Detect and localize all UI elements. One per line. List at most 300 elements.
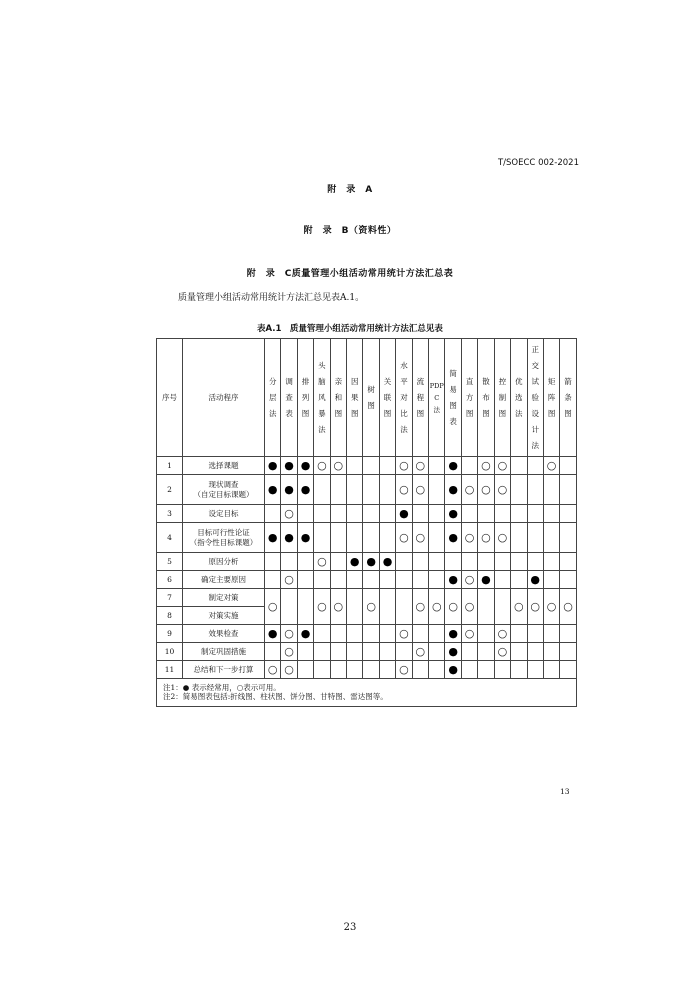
- step-label: 对策实施: [208, 610, 239, 620]
- mark-cell: [543, 553, 559, 571]
- mark-cell: [412, 475, 428, 505]
- mark-cell: [314, 589, 330, 625]
- mark-cell: [347, 643, 363, 661]
- possible-use-mark: ○: [317, 599, 327, 613]
- header-method: [314, 339, 330, 457]
- row-step: [183, 505, 265, 523]
- row-number: 1: [157, 457, 183, 475]
- mark-cell: [330, 553, 346, 571]
- mark-cell: [478, 523, 494, 553]
- mark-cell: [461, 457, 477, 475]
- possible-use-mark: ○: [546, 599, 557, 613]
- mark-cell: [281, 625, 297, 643]
- table-caption: 表A.1 质量管理小组活动常用统计方法汇总见表: [257, 324, 443, 334]
- mark-cell: [511, 523, 527, 553]
- mark-cell: [478, 661, 494, 679]
- mark-cell: [511, 643, 527, 661]
- mark-cell: [379, 589, 395, 625]
- header-method-label: 控制图: [498, 376, 507, 418]
- possible-use-mark: ○: [497, 644, 508, 658]
- row-number: 2: [157, 475, 183, 505]
- table-row: [157, 523, 577, 553]
- step-label: 制定巩固措施: [201, 646, 246, 656]
- mark-cell: [363, 661, 379, 679]
- mark-cell: [347, 457, 363, 475]
- mark-cell: [347, 523, 363, 553]
- mark-cell: [396, 571, 412, 589]
- possible-use-mark: ○: [415, 458, 426, 472]
- frequent-use-mark: ●: [399, 506, 409, 520]
- mark-cell: [281, 553, 297, 571]
- mark-cell: [494, 589, 510, 625]
- possible-use-mark: ○: [284, 644, 294, 658]
- mark-cell: [265, 457, 281, 475]
- possible-use-mark: ○: [317, 458, 327, 472]
- table-row: [157, 643, 577, 661]
- mark-cell: [560, 505, 576, 523]
- mark-cell: [412, 643, 428, 661]
- mark-cell: [347, 589, 363, 625]
- row-step: [183, 625, 265, 643]
- mark-cell: [396, 661, 412, 679]
- mark-cell: [429, 625, 445, 643]
- header-method: [363, 339, 379, 457]
- header-method-label: 散布图: [482, 376, 490, 418]
- mark-cell: [314, 457, 330, 475]
- mark-cell: [429, 571, 445, 589]
- possible-use-mark: ○: [497, 458, 508, 472]
- mark-cell: [265, 553, 281, 571]
- mark-cell: [396, 643, 412, 661]
- possible-use-mark: ○: [399, 662, 409, 676]
- possible-use-mark: ○: [431, 599, 442, 613]
- mark-cell: [560, 523, 576, 553]
- mark-cell: [412, 589, 428, 625]
- mark-cell: [347, 625, 363, 643]
- mark-cell: [281, 523, 297, 553]
- header-method: [379, 339, 395, 457]
- mark-cell: [396, 505, 412, 523]
- mark-cell: [265, 643, 281, 661]
- mark-cell: [297, 643, 313, 661]
- row-number: 9: [157, 625, 183, 643]
- mark-cell: [478, 457, 494, 475]
- header-method-label: 分层法: [268, 376, 277, 418]
- frequent-use-mark: ●: [448, 572, 458, 586]
- mark-cell: [330, 625, 346, 643]
- frequent-use-mark: ●: [530, 572, 540, 586]
- mark-cell: [347, 571, 363, 589]
- mark-cell: [363, 643, 379, 661]
- mark-cell: [297, 505, 313, 523]
- frequent-use-mark: ●: [300, 530, 311, 544]
- frequent-use-mark: ●: [448, 506, 458, 520]
- mark-cell: [429, 661, 445, 679]
- mark-cell: [445, 553, 461, 571]
- mark-cell: [330, 571, 346, 589]
- frequent-use-mark: ●: [284, 482, 294, 496]
- mark-cell: [412, 553, 428, 571]
- mark-cell: [429, 505, 445, 523]
- possible-use-mark: ○: [399, 482, 409, 496]
- step-label: 设定目标: [208, 508, 239, 518]
- possible-use-mark: ○: [563, 599, 573, 613]
- frequent-use-mark: ●: [267, 458, 278, 472]
- mark-cell: [429, 553, 445, 571]
- mark-cell: [478, 571, 494, 589]
- mark-cell: [281, 505, 297, 523]
- note-2: 注2：简易图表包括:折线图、柱状图、饼分图、甘特图、雷达图等。: [163, 692, 388, 702]
- mark-cell: [314, 523, 330, 553]
- mark-cell: [560, 625, 576, 643]
- mark-cell: [511, 457, 527, 475]
- mark-cell: [363, 523, 379, 553]
- mark-cell: [494, 505, 510, 523]
- mark-cell: [363, 505, 379, 523]
- row-step: [183, 523, 265, 553]
- header-method: [330, 339, 346, 457]
- possible-use-mark: ○: [415, 482, 426, 496]
- mark-cell: [478, 643, 494, 661]
- header-method-label: PDPC 法: [429, 381, 444, 414]
- header-method-label: 正交试验设计法: [531, 344, 539, 450]
- mark-cell: [330, 457, 346, 475]
- mark-cell: [379, 505, 395, 523]
- mark-cell: [527, 505, 543, 523]
- header-method-label: 矩阵图: [547, 376, 556, 418]
- table-row: [157, 661, 577, 679]
- mark-cell: [363, 625, 379, 643]
- table-row: [157, 505, 577, 523]
- possible-use-mark: ○: [317, 554, 327, 568]
- frequent-use-mark: ●: [448, 662, 458, 676]
- mark-cell: [511, 475, 527, 505]
- mark-cell: [379, 625, 395, 643]
- mark-cell: [363, 475, 379, 505]
- mark-cell: [429, 457, 445, 475]
- possible-use-mark: ○: [267, 662, 278, 676]
- header-method-label: 亲和图: [334, 376, 343, 418]
- possible-use-mark: ○: [448, 599, 458, 613]
- possible-use-mark: ○: [497, 530, 508, 544]
- frequent-use-mark: ●: [448, 530, 458, 544]
- row-step: [183, 661, 265, 679]
- possible-use-mark: ○: [399, 530, 409, 544]
- row-number: 5: [157, 553, 183, 571]
- mark-cell: [412, 457, 428, 475]
- mark-cell: [412, 661, 428, 679]
- mark-cell: [478, 589, 494, 625]
- possible-use-mark: ○: [546, 458, 557, 472]
- header-method: [297, 339, 313, 457]
- mark-cell: [265, 661, 281, 679]
- frequent-use-mark: ●: [300, 626, 311, 640]
- header-method-label: 调查表: [285, 376, 293, 418]
- header-method: [281, 339, 297, 457]
- mark-cell: [494, 571, 510, 589]
- possible-use-mark: ○: [399, 626, 409, 640]
- frequent-use-mark: ●: [267, 482, 278, 496]
- possible-use-mark: ○: [267, 599, 278, 613]
- mark-cell: [429, 643, 445, 661]
- row-number: 6: [157, 571, 183, 589]
- header-method: [265, 339, 281, 457]
- mark-cell: [445, 505, 461, 523]
- mark-cell: [363, 553, 379, 571]
- mark-cell: [379, 523, 395, 553]
- frequent-use-mark: ●: [366, 554, 376, 568]
- mark-cell: [543, 571, 559, 589]
- mark-cell: [297, 457, 313, 475]
- mark-cell: [379, 571, 395, 589]
- mark-cell: [429, 523, 445, 553]
- mark-cell: [347, 661, 363, 679]
- table-row: [157, 571, 577, 589]
- mark-cell: [445, 661, 461, 679]
- mark-cell: [347, 553, 363, 571]
- mark-cell: [494, 523, 510, 553]
- mark-cell: [445, 523, 461, 553]
- notes-row: [157, 679, 577, 707]
- possible-use-mark: ○: [513, 599, 524, 613]
- frequent-use-mark: ●: [448, 458, 458, 472]
- mark-cell: [527, 589, 543, 625]
- mark-cell: [314, 643, 330, 661]
- table-header-row: [157, 339, 577, 457]
- frequent-use-mark: ●: [382, 554, 393, 568]
- frequent-use-mark: ●: [284, 458, 294, 472]
- mark-cell: [494, 643, 510, 661]
- possible-use-mark: ○: [284, 626, 294, 640]
- mark-cell: [560, 553, 576, 571]
- mark-cell: [560, 475, 576, 505]
- mark-cell: [281, 643, 297, 661]
- mark-cell: [494, 553, 510, 571]
- possible-use-mark: ○: [464, 626, 475, 640]
- mark-cell: [297, 475, 313, 505]
- mark-cell: [527, 523, 543, 553]
- mark-cell: [363, 571, 379, 589]
- step-label: 总结和下一步打算: [193, 664, 254, 674]
- row-number: 10: [157, 643, 183, 661]
- mark-cell: [379, 475, 395, 505]
- mark-cell: [297, 589, 313, 625]
- mark-cell: [347, 505, 363, 523]
- mark-cell: [281, 475, 297, 505]
- row-step: [183, 571, 265, 589]
- mark-cell: [478, 553, 494, 571]
- header-method-label: 直方图: [465, 376, 474, 418]
- intro-paragraph: 质量管理小组活动常用统计方法汇总见表A.1。: [178, 293, 365, 303]
- step-label: 效果检查: [208, 628, 239, 638]
- mark-cell: [527, 553, 543, 571]
- header-method-label: 简易图表: [449, 368, 457, 426]
- mark-cell: [314, 505, 330, 523]
- row-step: [183, 607, 265, 625]
- mark-cell: [527, 457, 543, 475]
- step-label: 现状调查 （自定目标课题）: [193, 480, 254, 499]
- mark-cell: [314, 571, 330, 589]
- mark-cell: [330, 475, 346, 505]
- frequent-use-mark: ●: [349, 554, 360, 568]
- mark-cell: [511, 505, 527, 523]
- frequent-use-mark: ●: [300, 458, 311, 472]
- mark-cell: [527, 643, 543, 661]
- mark-cell: [396, 523, 412, 553]
- mark-cell: [543, 505, 559, 523]
- mark-cell: [265, 571, 281, 589]
- page-number-small: 13: [560, 787, 570, 796]
- mark-cell: [281, 457, 297, 475]
- mark-cell: [445, 625, 461, 643]
- row-number: 7: [157, 589, 183, 607]
- table-row: [157, 475, 577, 505]
- header-method: [396, 339, 412, 457]
- mark-cell: [396, 625, 412, 643]
- mark-cell: [461, 571, 477, 589]
- mark-cell: [527, 661, 543, 679]
- mark-cell: [379, 661, 395, 679]
- mark-cell: [265, 589, 281, 625]
- document-code: T/SOECC 002-2021: [497, 158, 579, 168]
- header-method-label: 关联图: [383, 376, 392, 418]
- header-method: [560, 339, 576, 457]
- mark-cell: [478, 475, 494, 505]
- row-number: 8: [157, 607, 183, 625]
- mark-cell: [560, 661, 576, 679]
- step-label: 目标可行性论证 （指令性目标课题）: [189, 528, 258, 547]
- appendix-b-title: 附 录 B（资料性）: [303, 226, 397, 236]
- header-method-label: 流程图: [416, 376, 425, 418]
- mark-cell: [543, 625, 559, 643]
- mark-cell: [281, 661, 297, 679]
- possible-use-mark: ○: [399, 458, 409, 472]
- step-label: 确定主要原因: [201, 574, 246, 584]
- row-number: 11: [157, 661, 183, 679]
- row-step: [183, 457, 265, 475]
- mark-cell: [330, 523, 346, 553]
- header-method-label: 排列图: [301, 376, 310, 418]
- header-method: [347, 339, 363, 457]
- row-number: 3: [157, 505, 183, 523]
- mark-cell: [379, 553, 395, 571]
- row-step: [183, 475, 265, 505]
- mark-cell: [560, 643, 576, 661]
- mark-cell: [297, 625, 313, 643]
- possible-use-mark: ○: [333, 458, 344, 472]
- mark-cell: [560, 457, 576, 475]
- frequent-use-mark: ●: [481, 572, 491, 586]
- mark-cell: [445, 475, 461, 505]
- note-1: 注1：● 表示经常用，○表示可用。: [163, 683, 281, 692]
- page-number: 23: [343, 922, 357, 933]
- row-number: 4: [157, 523, 183, 553]
- step-label: 原因分析: [208, 556, 239, 566]
- possible-use-mark: ○: [464, 599, 475, 613]
- mark-cell: [297, 661, 313, 679]
- step-label: 制定对策: [208, 592, 239, 602]
- mark-cell: [494, 625, 510, 643]
- mark-cell: [543, 523, 559, 553]
- table-row: [157, 553, 577, 571]
- mark-cell: [314, 625, 330, 643]
- methods-table: [156, 338, 577, 707]
- mark-cell: [494, 475, 510, 505]
- mark-cell: [461, 523, 477, 553]
- mark-cell: [379, 457, 395, 475]
- mark-cell: [461, 553, 477, 571]
- mark-cell: [494, 457, 510, 475]
- mark-cell: [297, 523, 313, 553]
- mark-cell: [543, 475, 559, 505]
- mark-cell: [461, 643, 477, 661]
- frequent-use-mark: ●: [448, 626, 458, 640]
- mark-cell: [412, 571, 428, 589]
- mark-cell: [379, 643, 395, 661]
- mark-cell: [511, 589, 527, 625]
- possible-use-mark: ○: [481, 482, 491, 496]
- frequent-use-mark: ●: [448, 644, 458, 658]
- possible-use-mark: ○: [415, 599, 426, 613]
- mark-cell: [511, 625, 527, 643]
- header-method-label: 树图: [367, 384, 375, 410]
- possible-use-mark: ○: [497, 626, 508, 640]
- mark-cell: [330, 661, 346, 679]
- mark-cell: [478, 625, 494, 643]
- mark-cell: [412, 625, 428, 643]
- mark-cell: [363, 457, 379, 475]
- header-method: [412, 339, 428, 457]
- possible-use-mark: ○: [415, 530, 426, 544]
- row-step: [183, 643, 265, 661]
- row-step: [183, 589, 265, 607]
- possible-use-mark: ○: [284, 572, 294, 586]
- mark-cell: [314, 553, 330, 571]
- mark-cell: [281, 571, 297, 589]
- frequent-use-mark: ●: [448, 482, 458, 496]
- mark-cell: [543, 457, 559, 475]
- mark-cell: [560, 589, 576, 625]
- header-method: [494, 339, 510, 457]
- possible-use-mark: ○: [284, 506, 294, 520]
- mark-cell: [543, 643, 559, 661]
- mark-cell: [265, 505, 281, 523]
- mark-cell: [429, 475, 445, 505]
- mark-cell: [461, 625, 477, 643]
- frequent-use-mark: ●: [300, 482, 311, 496]
- appendix-a-title: 附 录 A: [327, 185, 373, 195]
- mark-cell: [461, 475, 477, 505]
- header-seq: 序号: [157, 339, 183, 457]
- mark-cell: [511, 571, 527, 589]
- possible-use-mark: ○: [464, 572, 475, 586]
- mark-cell: [461, 505, 477, 523]
- mark-cell: [445, 643, 461, 661]
- possible-use-mark: ○: [481, 458, 491, 472]
- header-method: [527, 339, 543, 457]
- mark-cell: [543, 589, 559, 625]
- mark-cell: [445, 457, 461, 475]
- possible-use-mark: ○: [333, 599, 344, 613]
- mark-cell: [511, 553, 527, 571]
- mark-cell: [396, 457, 412, 475]
- mark-cell: [461, 589, 477, 625]
- header-method-label: 优选法: [515, 376, 523, 418]
- mark-cell: [494, 661, 510, 679]
- row-step: [183, 553, 265, 571]
- appendix-c-title: 附 录 C质量管理小组活动常用统计方法汇总表: [246, 269, 454, 279]
- header-method-label: 头脑风暴法: [318, 360, 326, 434]
